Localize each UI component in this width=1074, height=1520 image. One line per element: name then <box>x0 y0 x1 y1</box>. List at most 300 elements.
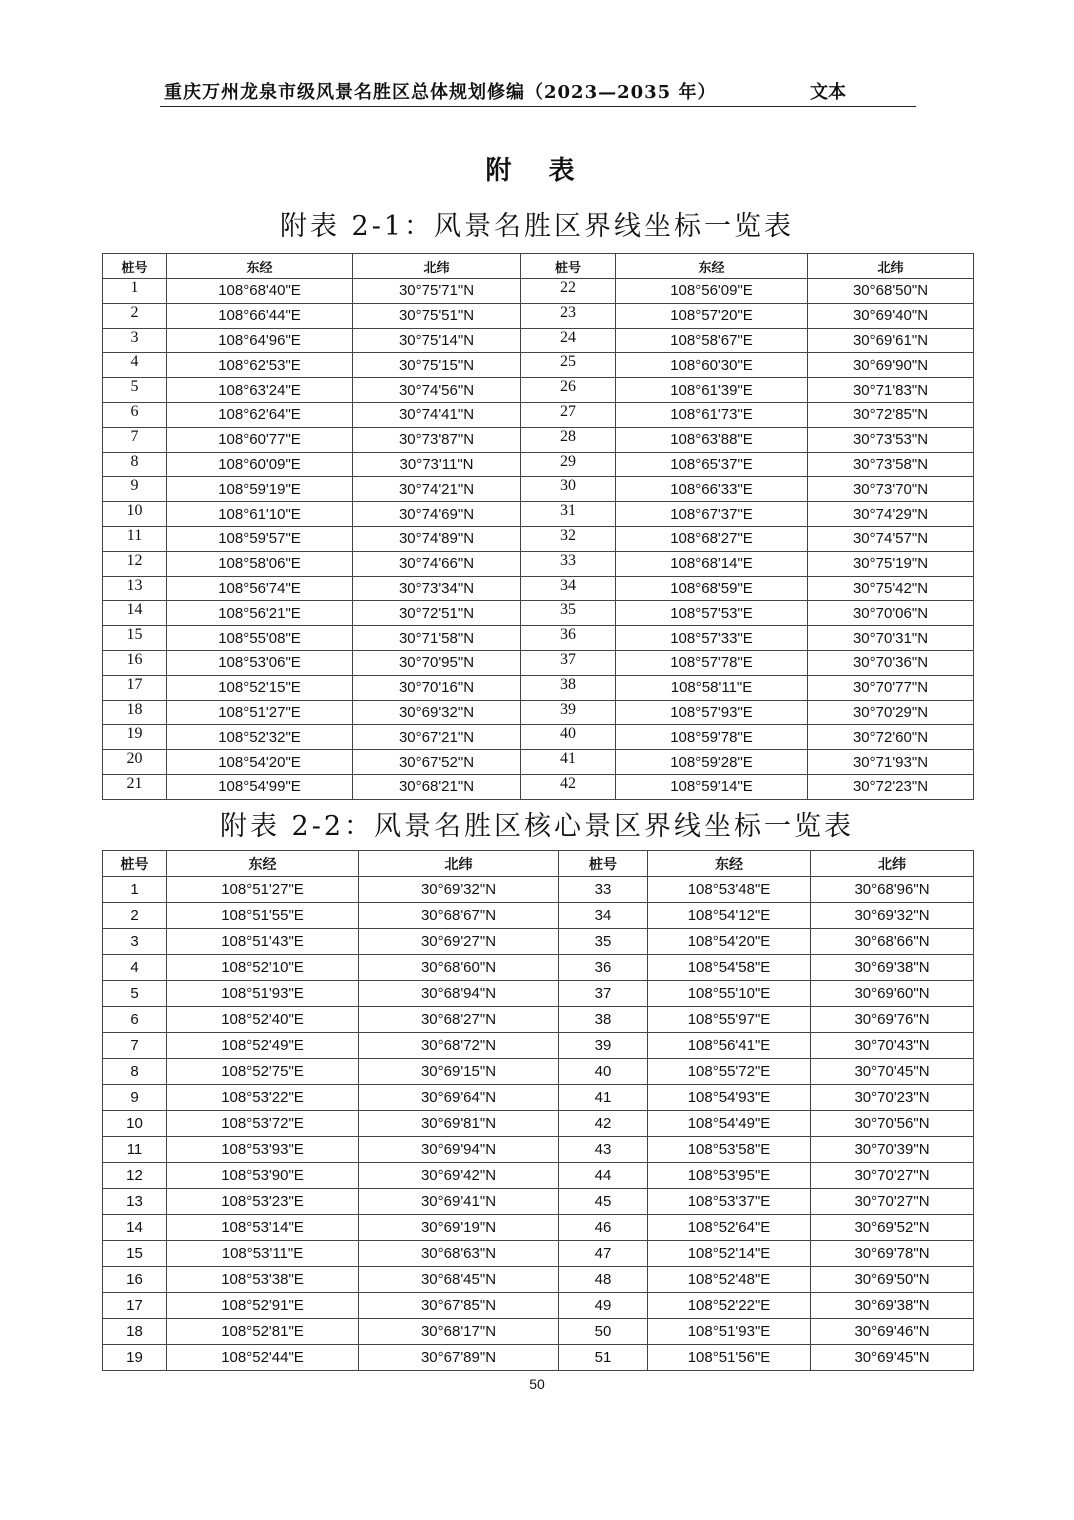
stake-number-cell: 15 <box>103 1241 167 1267</box>
stake-number-cell: 11 <box>103 526 167 551</box>
latitude-cell: 30°69'52"N <box>811 1215 974 1241</box>
longitude-cell: 108°53'06"E <box>167 650 353 675</box>
stake-number-cell: 13 <box>103 576 167 601</box>
stake-number-cell: 14 <box>103 601 167 626</box>
stake-number-cell: 9 <box>103 477 167 502</box>
longitude-cell: 108°61'73"E <box>616 402 808 427</box>
longitude-cell: 108°52'32"E <box>167 725 353 750</box>
longitude-cell: 108°51'27"E <box>167 700 353 725</box>
longitude-cell: 108°53'90"E <box>167 1163 359 1189</box>
latitude-cell: 30°73'11"N <box>353 452 521 477</box>
longitude-cell: 108°55'97"E <box>648 1007 811 1033</box>
stake-number-cell: 51 <box>559 1345 648 1371</box>
table-2-1-title: 附表 2-1：风景名胜区界线坐标一览表 <box>279 211 795 242</box>
stake-number-cell: 28 <box>521 427 616 452</box>
stake-number-cell: 44 <box>559 1163 648 1189</box>
table-row <box>103 502 974 527</box>
latitude-cell: 30°69'32"N <box>353 700 521 725</box>
latitude-cell: 30°70'06"N <box>808 601 974 626</box>
stake-number-cell: 10 <box>103 1111 167 1137</box>
column-header: 东经 <box>167 851 359 877</box>
latitude-cell: 30°72'60"N <box>808 725 974 750</box>
stake-number-cell: 24 <box>521 328 616 353</box>
stake-number-cell: 49 <box>559 1293 648 1319</box>
latitude-cell: 30°70'56"N <box>811 1111 974 1137</box>
table-row <box>103 1215 974 1241</box>
document-title: 重庆万州龙泉市级风景名胜区总体规划修编（2023—2035 年） <box>164 82 717 103</box>
latitude-cell: 30°70'23"N <box>811 1085 974 1111</box>
table-row <box>103 877 974 903</box>
longitude-cell: 108°51'27"E <box>167 877 359 903</box>
longitude-cell: 108°52'49"E <box>167 1033 359 1059</box>
longitude-cell: 108°62'64"E <box>167 402 353 427</box>
stake-number-cell: 2 <box>103 303 167 328</box>
stake-number-cell: 16 <box>103 650 167 675</box>
table-row <box>103 1241 974 1267</box>
longitude-cell: 108°59'28"E <box>616 750 808 775</box>
longitude-cell: 108°53'93"E <box>167 1137 359 1163</box>
longitude-cell: 108°53'48"E <box>648 877 811 903</box>
stake-number-cell: 19 <box>103 1345 167 1371</box>
latitude-cell: 30°68'66"N <box>811 929 974 955</box>
stake-number-cell: 21 <box>103 774 167 799</box>
stake-number-cell: 7 <box>103 1033 167 1059</box>
table-row <box>103 903 974 929</box>
stake-number-cell: 41 <box>559 1085 648 1111</box>
stake-number-cell: 14 <box>103 1215 167 1241</box>
longitude-cell: 108°57'20"E <box>616 303 808 328</box>
stake-number-cell: 37 <box>559 981 648 1007</box>
longitude-cell: 108°57'78"E <box>616 650 808 675</box>
longitude-cell: 108°52'10"E <box>167 955 359 981</box>
longitude-cell: 108°57'53"E <box>616 601 808 626</box>
latitude-cell: 30°75'15"N <box>353 353 521 378</box>
longitude-cell: 108°54'49"E <box>648 1111 811 1137</box>
table-row <box>103 1267 974 1293</box>
latitude-cell: 30°71'93"N <box>808 750 974 775</box>
table-row <box>103 1319 974 1345</box>
longitude-cell: 108°52'91"E <box>167 1293 359 1319</box>
stake-number-cell: 40 <box>559 1059 648 1085</box>
stake-number-cell: 37 <box>521 650 616 675</box>
table-row <box>103 576 974 601</box>
latitude-cell: 30°68'50"N <box>808 279 974 304</box>
table-row <box>103 477 974 502</box>
longitude-cell: 108°59'14"E <box>616 774 808 799</box>
latitude-cell: 30°75'42"N <box>808 576 974 601</box>
stake-number-cell: 38 <box>521 675 616 700</box>
longitude-cell: 108°52'64"E <box>648 1215 811 1241</box>
stake-number-cell: 7 <box>103 427 167 452</box>
longitude-cell: 108°52'14"E <box>648 1241 811 1267</box>
stake-number-cell: 27 <box>521 402 616 427</box>
table-row <box>103 1007 974 1033</box>
stake-number-cell: 4 <box>103 955 167 981</box>
latitude-cell: 30°69'94"N <box>359 1137 559 1163</box>
longitude-cell: 108°54'20"E <box>167 750 353 775</box>
latitude-cell: 30°75'71"N <box>353 279 521 304</box>
stake-number-cell: 19 <box>103 725 167 750</box>
longitude-cell: 108°51'93"E <box>167 981 359 1007</box>
stake-number-cell: 2 <box>103 903 167 929</box>
latitude-cell: 30°74'57"N <box>808 526 974 551</box>
longitude-cell: 108°53'11"E <box>167 1241 359 1267</box>
page-number: 50 <box>529 1376 545 1392</box>
longitude-cell: 108°51'93"E <box>648 1319 811 1345</box>
latitude-cell: 30°70'77"N <box>808 675 974 700</box>
latitude-cell: 30°68'67"N <box>359 903 559 929</box>
stake-number-cell: 15 <box>103 626 167 651</box>
latitude-cell: 30°69'38"N <box>811 955 974 981</box>
core-area-coordinate-table <box>102 850 974 1371</box>
stake-number-cell: 45 <box>559 1189 648 1215</box>
table-row <box>103 1189 974 1215</box>
latitude-cell: 30°70'16"N <box>353 675 521 700</box>
page-title: 附 表 <box>485 156 589 186</box>
table-2-2-title: 附表 2-2：风景名胜区核心景区界线坐标一览表 <box>219 811 855 842</box>
latitude-cell: 30°70'36"N <box>808 650 974 675</box>
longitude-cell: 108°65'37"E <box>616 452 808 477</box>
latitude-cell: 30°69'19"N <box>359 1215 559 1241</box>
stake-number-cell: 26 <box>521 378 616 403</box>
latitude-cell: 30°69'76"N <box>811 1007 974 1033</box>
table-row <box>103 378 974 403</box>
table-row <box>103 402 974 427</box>
latitude-cell: 30°73'70"N <box>808 477 974 502</box>
header-section-label: 文本 <box>810 82 846 103</box>
latitude-cell: 30°69'42"N <box>359 1163 559 1189</box>
longitude-cell: 108°68'14"E <box>616 551 808 576</box>
latitude-cell: 30°68'63"N <box>359 1241 559 1267</box>
longitude-cell: 108°53'58"E <box>648 1137 811 1163</box>
table-row <box>103 1033 974 1059</box>
column-header: 桩号 <box>559 851 648 877</box>
stake-number-cell: 6 <box>103 402 167 427</box>
longitude-cell: 108°56'21"E <box>167 601 353 626</box>
table-row <box>103 750 974 775</box>
stake-number-cell: 39 <box>521 700 616 725</box>
longitude-cell: 108°63'24"E <box>167 378 353 403</box>
column-header: 东经 <box>616 254 808 279</box>
longitude-cell: 108°54'20"E <box>648 929 811 955</box>
latitude-cell: 30°70'45"N <box>811 1059 974 1085</box>
longitude-cell: 108°53'95"E <box>648 1163 811 1189</box>
latitude-cell: 30°73'34"N <box>353 576 521 601</box>
longitude-cell: 108°53'23"E <box>167 1189 359 1215</box>
latitude-cell: 30°69'64"N <box>359 1085 559 1111</box>
stake-number-cell: 39 <box>559 1033 648 1059</box>
longitude-cell: 108°55'10"E <box>648 981 811 1007</box>
latitude-cell: 30°69'46"N <box>811 1319 974 1345</box>
stake-number-cell: 17 <box>103 675 167 700</box>
longitude-cell: 108°59'57"E <box>167 526 353 551</box>
longitude-cell: 108°63'88"E <box>616 427 808 452</box>
column-header: 北纬 <box>808 254 974 279</box>
longitude-cell: 108°58'06"E <box>167 551 353 576</box>
stake-number-cell: 42 <box>559 1111 648 1137</box>
latitude-cell: 30°75'14"N <box>353 328 521 353</box>
latitude-cell: 30°74'66"N <box>353 551 521 576</box>
latitude-cell: 30°67'52"N <box>353 750 521 775</box>
stake-number-cell: 33 <box>521 551 616 576</box>
column-header: 东经 <box>648 851 811 877</box>
table-row <box>103 551 974 576</box>
page-header <box>160 76 916 107</box>
column-header: 北纬 <box>353 254 521 279</box>
longitude-cell: 108°64'96"E <box>167 328 353 353</box>
stake-number-cell: 20 <box>103 750 167 775</box>
latitude-cell: 30°72'85"N <box>808 402 974 427</box>
stake-number-cell: 47 <box>559 1241 648 1267</box>
longitude-cell: 108°57'93"E <box>616 700 808 725</box>
longitude-cell: 108°60'30"E <box>616 353 808 378</box>
latitude-cell: 30°75'51"N <box>353 303 521 328</box>
stake-number-cell: 3 <box>103 929 167 955</box>
stake-number-cell: 4 <box>103 353 167 378</box>
longitude-cell: 108°53'22"E <box>167 1085 359 1111</box>
longitude-cell: 108°60'77"E <box>167 427 353 452</box>
stake-number-cell: 40 <box>521 725 616 750</box>
stake-number-cell: 35 <box>521 601 616 626</box>
stake-number-cell: 38 <box>559 1007 648 1033</box>
longitude-cell: 108°51'56"E <box>648 1345 811 1371</box>
table-row <box>103 955 974 981</box>
latitude-cell: 30°71'83"N <box>808 378 974 403</box>
table-row <box>103 929 974 955</box>
latitude-cell: 30°70'29"N <box>808 700 974 725</box>
stake-number-cell: 23 <box>521 303 616 328</box>
column-header: 东经 <box>167 254 353 279</box>
stake-number-cell: 32 <box>521 526 616 551</box>
latitude-cell: 30°69'90"N <box>808 353 974 378</box>
latitude-cell: 30°74'41"N <box>353 402 521 427</box>
column-header: 北纬 <box>359 851 559 877</box>
longitude-cell: 108°52'75"E <box>167 1059 359 1085</box>
stake-number-cell: 46 <box>559 1215 648 1241</box>
table-row <box>103 725 974 750</box>
stake-number-cell: 33 <box>559 877 648 903</box>
latitude-cell: 30°70'95"N <box>353 650 521 675</box>
column-header: 桩号 <box>521 254 616 279</box>
longitude-cell: 108°52'22"E <box>648 1293 811 1319</box>
table-row <box>103 650 974 675</box>
latitude-cell: 30°73'53"N <box>808 427 974 452</box>
stake-number-cell: 9 <box>103 1085 167 1111</box>
latitude-cell: 30°68'60"N <box>359 955 559 981</box>
longitude-cell: 108°55'08"E <box>167 626 353 651</box>
latitude-cell: 30°74'21"N <box>353 477 521 502</box>
table-row <box>103 427 974 452</box>
stake-number-cell: 16 <box>103 1267 167 1293</box>
table-row <box>103 279 974 304</box>
latitude-cell: 30°69'40"N <box>808 303 974 328</box>
latitude-cell: 30°68'17"N <box>359 1319 559 1345</box>
longitude-cell: 108°52'81"E <box>167 1319 359 1345</box>
stake-number-cell: 12 <box>103 551 167 576</box>
latitude-cell: 30°69'38"N <box>811 1293 974 1319</box>
longitude-cell: 108°57'33"E <box>616 626 808 651</box>
table-header-row <box>103 254 974 279</box>
longitude-cell: 108°56'09"E <box>616 279 808 304</box>
latitude-cell: 30°70'27"N <box>811 1189 974 1215</box>
latitude-cell: 30°69'32"N <box>359 877 559 903</box>
latitude-cell: 30°69'50"N <box>811 1267 974 1293</box>
longitude-cell: 108°59'78"E <box>616 725 808 750</box>
stake-number-cell: 42 <box>521 774 616 799</box>
longitude-cell: 108°54'99"E <box>167 774 353 799</box>
longitude-cell: 108°52'48"E <box>648 1267 811 1293</box>
latitude-cell: 30°74'56"N <box>353 378 521 403</box>
longitude-cell: 108°55'72"E <box>648 1059 811 1085</box>
stake-number-cell: 8 <box>103 452 167 477</box>
stake-number-cell: 13 <box>103 1189 167 1215</box>
stake-number-cell: 12 <box>103 1163 167 1189</box>
stake-number-cell: 36 <box>559 955 648 981</box>
latitude-cell: 30°69'60"N <box>811 981 974 1007</box>
latitude-cell: 30°70'39"N <box>811 1137 974 1163</box>
longitude-cell: 108°56'41"E <box>648 1033 811 1059</box>
latitude-cell: 30°72'23"N <box>808 774 974 799</box>
latitude-cell: 30°69'27"N <box>359 929 559 955</box>
column-header: 桩号 <box>103 851 167 877</box>
table-row <box>103 1059 974 1085</box>
table-row <box>103 700 974 725</box>
longitude-cell: 108°58'67"E <box>616 328 808 353</box>
longitude-cell: 108°62'53"E <box>167 353 353 378</box>
table-row <box>103 1345 974 1371</box>
table-row <box>103 601 974 626</box>
stake-number-cell: 8 <box>103 1059 167 1085</box>
latitude-cell: 30°74'29"N <box>808 502 974 527</box>
stake-number-cell: 11 <box>103 1137 167 1163</box>
table-row <box>103 1111 974 1137</box>
longitude-cell: 108°58'11"E <box>616 675 808 700</box>
stake-number-cell: 35 <box>559 929 648 955</box>
stake-number-cell: 25 <box>521 353 616 378</box>
stake-number-cell: 17 <box>103 1293 167 1319</box>
latitude-cell: 30°73'87"N <box>353 427 521 452</box>
latitude-cell: 30°69'32"N <box>811 903 974 929</box>
longitude-cell: 108°51'43"E <box>167 929 359 955</box>
latitude-cell: 30°68'94"N <box>359 981 559 1007</box>
latitude-cell: 30°70'43"N <box>811 1033 974 1059</box>
stake-number-cell: 1 <box>103 877 167 903</box>
boundary-coordinate-table <box>102 253 974 800</box>
stake-number-cell: 10 <box>103 502 167 527</box>
longitude-cell: 108°66'44"E <box>167 303 353 328</box>
longitude-cell: 108°54'93"E <box>648 1085 811 1111</box>
table-row <box>103 774 974 799</box>
table-row <box>103 1085 974 1111</box>
stake-number-cell: 5 <box>103 981 167 1007</box>
table-row <box>103 626 974 651</box>
longitude-cell: 108°53'72"E <box>167 1111 359 1137</box>
latitude-cell: 30°70'27"N <box>811 1163 974 1189</box>
stake-number-cell: 34 <box>521 576 616 601</box>
longitude-cell: 108°59'19"E <box>167 477 353 502</box>
stake-number-cell: 5 <box>103 378 167 403</box>
stake-number-cell: 41 <box>521 750 616 775</box>
latitude-cell: 30°67'21"N <box>353 725 521 750</box>
column-header: 桩号 <box>103 254 167 279</box>
stake-number-cell: 43 <box>559 1137 648 1163</box>
stake-number-cell: 50 <box>559 1319 648 1345</box>
longitude-cell: 108°53'37"E <box>648 1189 811 1215</box>
longitude-cell: 108°54'12"E <box>648 903 811 929</box>
longitude-cell: 108°52'15"E <box>167 675 353 700</box>
latitude-cell: 30°71'58"N <box>353 626 521 651</box>
longitude-cell: 108°53'14"E <box>167 1215 359 1241</box>
latitude-cell: 30°69'45"N <box>811 1345 974 1371</box>
table-row <box>103 526 974 551</box>
table-row <box>103 303 974 328</box>
table-row <box>103 1163 974 1189</box>
latitude-cell: 30°68'27"N <box>359 1007 559 1033</box>
stake-number-cell: 22 <box>521 279 616 304</box>
stake-number-cell: 18 <box>103 1319 167 1345</box>
latitude-cell: 30°69'81"N <box>359 1111 559 1137</box>
longitude-cell: 108°60'09"E <box>167 452 353 477</box>
stake-number-cell: 18 <box>103 700 167 725</box>
longitude-cell: 108°52'44"E <box>167 1345 359 1371</box>
table-row <box>103 1137 974 1163</box>
stake-number-cell: 34 <box>559 903 648 929</box>
table-row <box>103 675 974 700</box>
longitude-cell: 108°66'33"E <box>616 477 808 502</box>
latitude-cell: 30°69'41"N <box>359 1189 559 1215</box>
latitude-cell: 30°69'78"N <box>811 1241 974 1267</box>
stake-number-cell: 31 <box>521 502 616 527</box>
latitude-cell: 30°74'69"N <box>353 502 521 527</box>
longitude-cell: 108°53'38"E <box>167 1267 359 1293</box>
table-row <box>103 328 974 353</box>
longitude-cell: 108°67'37"E <box>616 502 808 527</box>
latitude-cell: 30°75'19"N <box>808 551 974 576</box>
stake-number-cell: 6 <box>103 1007 167 1033</box>
latitude-cell: 30°68'72"N <box>359 1033 559 1059</box>
longitude-cell: 108°68'59"E <box>616 576 808 601</box>
stake-number-cell: 48 <box>559 1267 648 1293</box>
latitude-cell: 30°68'21"N <box>353 774 521 799</box>
longitude-cell: 108°68'27"E <box>616 526 808 551</box>
stake-number-cell: 29 <box>521 452 616 477</box>
longitude-cell: 108°51'55"E <box>167 903 359 929</box>
stake-number-cell: 3 <box>103 328 167 353</box>
table-row <box>103 981 974 1007</box>
table-header-row <box>103 851 974 877</box>
column-header: 北纬 <box>811 851 974 877</box>
latitude-cell: 30°69'61"N <box>808 328 974 353</box>
latitude-cell: 30°67'85"N <box>359 1293 559 1319</box>
table-row <box>103 353 974 378</box>
longitude-cell: 108°52'40"E <box>167 1007 359 1033</box>
table-row <box>103 1293 974 1319</box>
latitude-cell: 30°70'31"N <box>808 626 974 651</box>
longitude-cell: 108°68'40"E <box>167 279 353 304</box>
longitude-cell: 108°61'39"E <box>616 378 808 403</box>
longitude-cell: 108°61'10"E <box>167 502 353 527</box>
longitude-cell: 108°54'58"E <box>648 955 811 981</box>
stake-number-cell: 30 <box>521 477 616 502</box>
stake-number-cell: 1 <box>103 279 167 304</box>
longitude-cell: 108°56'74"E <box>167 576 353 601</box>
latitude-cell: 30°69'15"N <box>359 1059 559 1085</box>
latitude-cell: 30°73'58"N <box>808 452 974 477</box>
latitude-cell: 30°68'45"N <box>359 1267 559 1293</box>
stake-number-cell: 36 <box>521 626 616 651</box>
latitude-cell: 30°72'51"N <box>353 601 521 626</box>
latitude-cell: 30°74'89"N <box>353 526 521 551</box>
